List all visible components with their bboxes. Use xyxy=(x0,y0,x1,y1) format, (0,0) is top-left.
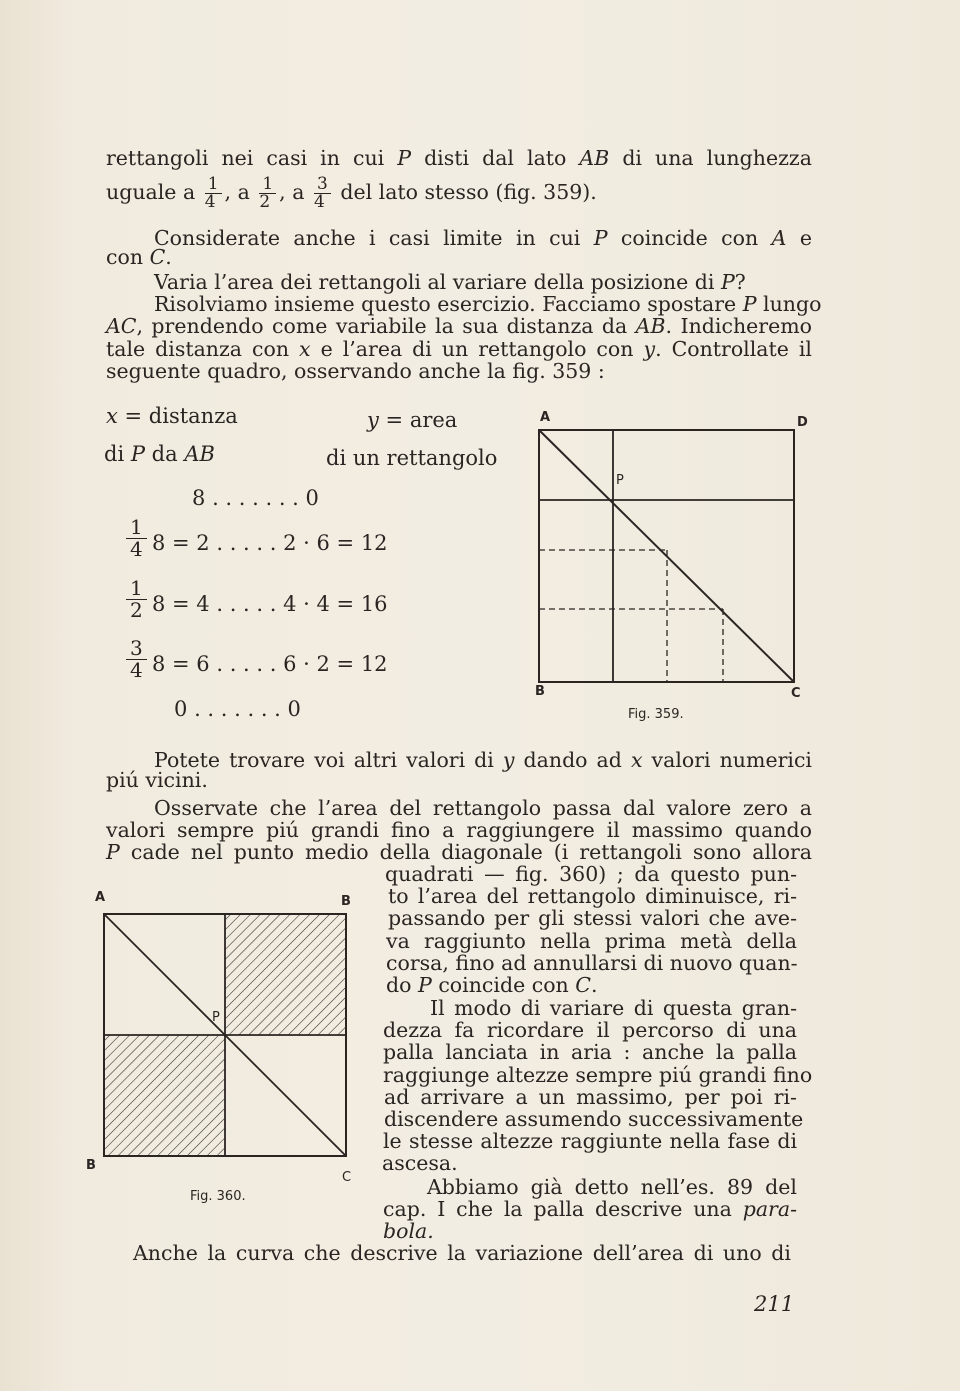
fraction: $\frac{1}{2}$ xyxy=(126,578,147,621)
point-label-p: P xyxy=(212,1010,220,1025)
text-line: quadrati — fig. 360) ; da questo pun- xyxy=(385,862,797,886)
table-header-y: y = area xyxy=(367,408,458,432)
hatched-square xyxy=(225,914,346,1035)
diagonal-line xyxy=(104,914,225,1035)
text-line: rettangoli nei casi in cui P disti dal lato AB di una lunghezza xyxy=(106,146,812,170)
text-line: Abbiamo già detto nell’es. 89 del xyxy=(427,1175,797,1199)
table-row: 8 = 4 . . . . . 4 · 4 = 16 xyxy=(152,592,388,616)
text-line: palla lanciata in aria : anche la palla xyxy=(383,1040,797,1064)
figure-360 xyxy=(98,908,358,1168)
text-line: ad arrivare a un massimo, per poi ri- xyxy=(384,1085,797,1109)
text-line: cap. I che la palla descrive una para- xyxy=(383,1197,797,1221)
table-header-y-sub: di un rettangolo xyxy=(326,446,498,470)
page-number: 211 xyxy=(754,1292,795,1316)
text-line: tale distanza con x e l’area di un rettangolo con y. Controllate il xyxy=(106,337,812,361)
text-line: passando per gli stessi valori che ave- xyxy=(388,906,797,930)
vertex-label-c: C xyxy=(791,686,801,701)
text-line: seguente quadro, osservando anche la fig. 359 : xyxy=(106,359,605,383)
text-line: Osservate che l’area del rettangolo passa dal valore zero a xyxy=(154,796,812,820)
figure-caption: Fig. 359. xyxy=(628,707,684,722)
fraction: $\frac{1}{2}$ xyxy=(259,176,276,211)
table-row: 0 . . . . . . . 0 xyxy=(174,697,301,721)
point-label-p: P xyxy=(616,473,624,488)
text-line: raggiunge altezze sempre piú grandi fino xyxy=(383,1063,813,1087)
text-line: ascesa. xyxy=(382,1151,458,1175)
text-line: to l’area del rettangolo diminuisce, ri- xyxy=(388,884,797,908)
text-line: con C. xyxy=(106,245,172,269)
text-line: Varia l’area dei rettangoli al variare della posizione di P? xyxy=(154,270,746,294)
vertex-label-c: C xyxy=(342,1170,352,1185)
text-line: discendere assumendo successivamente xyxy=(384,1107,804,1131)
vertex-label-b: B xyxy=(535,684,545,699)
text-line: piú vicini. xyxy=(106,768,208,792)
table-header-x-sub: di P da AB xyxy=(104,442,215,466)
text-line: corsa, fino ad annullarsi di nuovo quan- xyxy=(386,951,798,975)
text-line: AC, prendendo come variabile la sua distanza da AB. Indicheremo xyxy=(106,314,812,338)
fraction: $\frac{3}{4}$ xyxy=(126,638,147,681)
text-line: P cade nel punto medio della diagonale (i rettangoli sono allora xyxy=(106,840,812,864)
text-line: le stesse altezze raggiunte nella fase di xyxy=(383,1129,797,1153)
text-line: bola. xyxy=(383,1219,434,1243)
text-line: va raggiunto nella prima metà della xyxy=(386,929,797,953)
figure-359 xyxy=(535,418,815,688)
vertex-label-a: A xyxy=(95,890,106,905)
figure-caption: Fig. 360. xyxy=(190,1189,246,1204)
text-line: Il modo di variare di questa gran- xyxy=(430,996,797,1020)
text-line: Anche la curva che descrive la variazione dell’area di uno di xyxy=(133,1241,791,1265)
text-line: Risolviamo insieme questo esercizio. Facciamo spostare P lungo xyxy=(154,292,822,316)
text-line: do P coincide con C. xyxy=(386,973,598,997)
hatched-square xyxy=(104,1035,225,1156)
table-row: 8 . . . . . . . 0 xyxy=(192,486,319,510)
table-row: 8 = 6 . . . . . 6 · 2 = 12 xyxy=(152,652,388,676)
vertex-label-a: A xyxy=(540,410,551,425)
fraction: $\frac{3}{4}$ xyxy=(314,176,331,211)
table-header-x: x = distanza xyxy=(106,404,238,428)
text-line: Considerate anche i casi limite in cui P coincide con A e xyxy=(154,226,812,250)
vertex-label-b: B xyxy=(341,894,351,909)
fraction: $\frac{1}{4}$ xyxy=(126,517,147,560)
table-row: 8 = 2 . . . . . 2 · 6 = 12 xyxy=(152,531,388,555)
vertex-label-d: D xyxy=(797,415,808,430)
fraction: $\frac{1}{4}$ xyxy=(205,176,222,211)
text-line: dezza fa ricordare il percorso di una xyxy=(383,1018,797,1042)
text-line: uguale a $\frac{1}{4}$ , a $\frac{1}{2}$ , a $\frac{3}{4}$ del lato stesso (fig. 359). xyxy=(106,174,597,212)
text-line: Potete trovare voi altri valori di y dando ad x valori numerici xyxy=(154,748,812,772)
diagonal-line xyxy=(225,1035,346,1156)
vertex-label-b-lower: B xyxy=(86,1158,96,1173)
text-line: valori sempre piú grandi fino a raggiungere il massimo quando xyxy=(106,818,812,842)
